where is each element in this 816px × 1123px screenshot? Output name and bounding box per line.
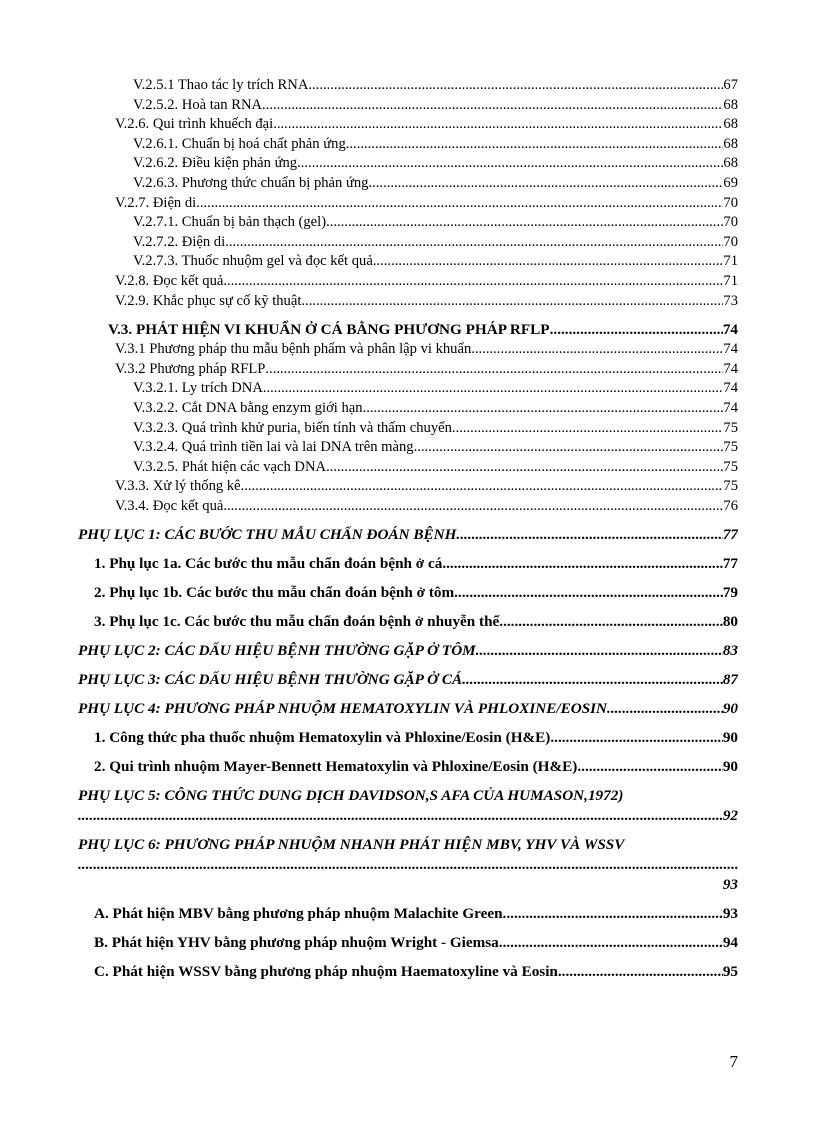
toc-entry[interactable]: V.2.7.2. Điện di ..... 70: [78, 233, 738, 253]
toc-appendix-item[interactable]: A. Phát hiện MBV bằng phương pháp nhuộm Malachite Green ..... 93: [78, 904, 738, 924]
toc-entry[interactable]: V.3.2.2. Cắt DNA bằng enzym giới hạn ..... 74: [78, 399, 738, 419]
toc-entry[interactable]: V.2.5.2. Hoà tan RNA ..... 68: [78, 96, 738, 116]
toc-entry[interactable]: V.2.6.3. Phương thức chuẩn bị phản ứng ..... 69: [78, 174, 738, 194]
toc-entry[interactable]: V.3.2.3. Quá trình khử puria, biến tính và thấm chuyển ..... 75: [78, 419, 738, 439]
toc-entry[interactable]: V.2.7.1. Chuẩn bị bản thạch (gel) ..... 70: [78, 213, 738, 233]
toc-entry[interactable]: V.2.9. Khắc phục sự cố kỹ thuật ..... 73: [78, 292, 738, 312]
toc-entry[interactable]: V.2.6.1. Chuẩn bị hoá chất phản ứng ..... 68: [78, 135, 738, 155]
toc-entry[interactable]: V.2.7. Điện di ..... 70: [78, 194, 738, 214]
toc-appendix-item[interactable]: C. Phát hiện WSSV bằng phương pháp nhuộm Haematoxyline và Eosin ..... 95: [78, 962, 738, 982]
toc-entry[interactable]: V.3.2 Phương pháp RFLP ..... 74: [78, 360, 738, 380]
toc-entry[interactable]: V.2.8. Đọc kết quả ..... 71: [78, 272, 738, 292]
toc-appendix-item[interactable]: B. Phát hiện YHV bằng phương pháp nhuộm Wright - Giemsa ..... 94: [78, 933, 738, 953]
toc-entry[interactable]: V.2.6.2. Điều kiện phản ứng ..... 68: [78, 154, 738, 174]
toc-section-heading[interactable]: V.3. PHÁT HIỆN VI KHUẨN Ở CÁ BẰNG PHƯƠNG PHÁP RFLP ..... 74: [78, 320, 738, 340]
toc-entry[interactable]: V.2.5.1 Thao tác ly trích RNA ..... 67: [78, 76, 738, 96]
toc-appendix-item[interactable]: 1. Công thức pha thuốc nhuộm Hematoxylin và Phloxine/Eosin (H&E) ..... 90: [78, 728, 738, 748]
page-number: 7: [729, 1052, 738, 1071]
toc-entry[interactable]: V.3.3. Xử lý thống kê ..... 75: [78, 477, 738, 497]
toc-entry[interactable]: V.2.7.3. Thuốc nhuộm gel và đọc kết quả ..... 71: [78, 252, 738, 272]
toc-entry[interactable]: V.3.2.5. Phát hiện các vạch DNA ..... 75: [78, 458, 738, 478]
table-of-contents: [78, 76, 738, 982]
toc-appendix-item[interactable]: 3. Phụ lục 1c. Các bước thu mẫu chẩn đoán bệnh ở nhuyễn thể ..... 80: [78, 612, 738, 632]
toc-appendix-heading[interactable]: PHỤ LỤC 5: CÔNG THỨC DUNG DỊCH DAVIDSON,S AFA CỦA HUMASON,1972) ..... 92: [78, 786, 738, 826]
toc-appendix-heading[interactable]: PHỤ LỤC 2: CÁC DẤU HIỆU BỆNH THƯỜNG GẶP Ở TÔM ..... 83: [78, 641, 738, 661]
toc-entry[interactable]: V.2.6. Qui trình khuếch đại ..... 68: [78, 115, 738, 135]
toc-entry[interactable]: V.3.1 Phương pháp thu mẫu bệnh phẩm và phân lập vi khuẩn ..... 74: [78, 340, 738, 360]
toc-appendix-item[interactable]: 2. Qui trình nhuộm Mayer-Bennett Hematoxylin và Phloxine/Eosin (H&E) ..... 90: [78, 757, 738, 777]
toc-appendix-item[interactable]: 2. Phụ lục 1b. Các bước thu mẫu chẩn đoán bệnh ở tôm ..... 79: [78, 583, 738, 603]
toc-appendix-heading[interactable]: PHỤ LỤC 4: PHƯƠNG PHÁP NHUỘM HEMATOXYLIN VÀ PHLOXINE/EOSIN ..... 90: [78, 699, 738, 719]
toc-appendix-heading[interactable]: PHỤ LỤC 1: CÁC BƯỚC THU MẪU CHẨN ĐOÁN BỆNH ..... 77: [78, 525, 738, 545]
toc-appendix-item[interactable]: 1. Phụ lục 1a. Các bước thu mẫu chẩn đoán bệnh ở cá ..... 77: [78, 554, 738, 574]
toc-appendix-heading[interactable]: PHỤ LỤC 3: CÁC DẤU HIỆU BỆNH THƯỜNG GẶP Ở CÁ ..... 87: [78, 670, 738, 690]
toc-entry[interactable]: V.3.4. Đọc kết quả ..... 76: [78, 497, 738, 517]
toc-entry[interactable]: V.3.2.4. Quá trình tiền lai và lai DNA trên màng ..... 75: [78, 438, 738, 458]
toc-appendix-heading[interactable]: PHỤ LỤC 6: PHƯƠNG PHÁP NHUỘM NHANH PHÁT HIỆN MBV, YHV VÀ WSSV ..... 93: [78, 835, 738, 895]
toc-entry[interactable]: V.3.2.1. Ly trích DNA ..... 74: [78, 379, 738, 399]
